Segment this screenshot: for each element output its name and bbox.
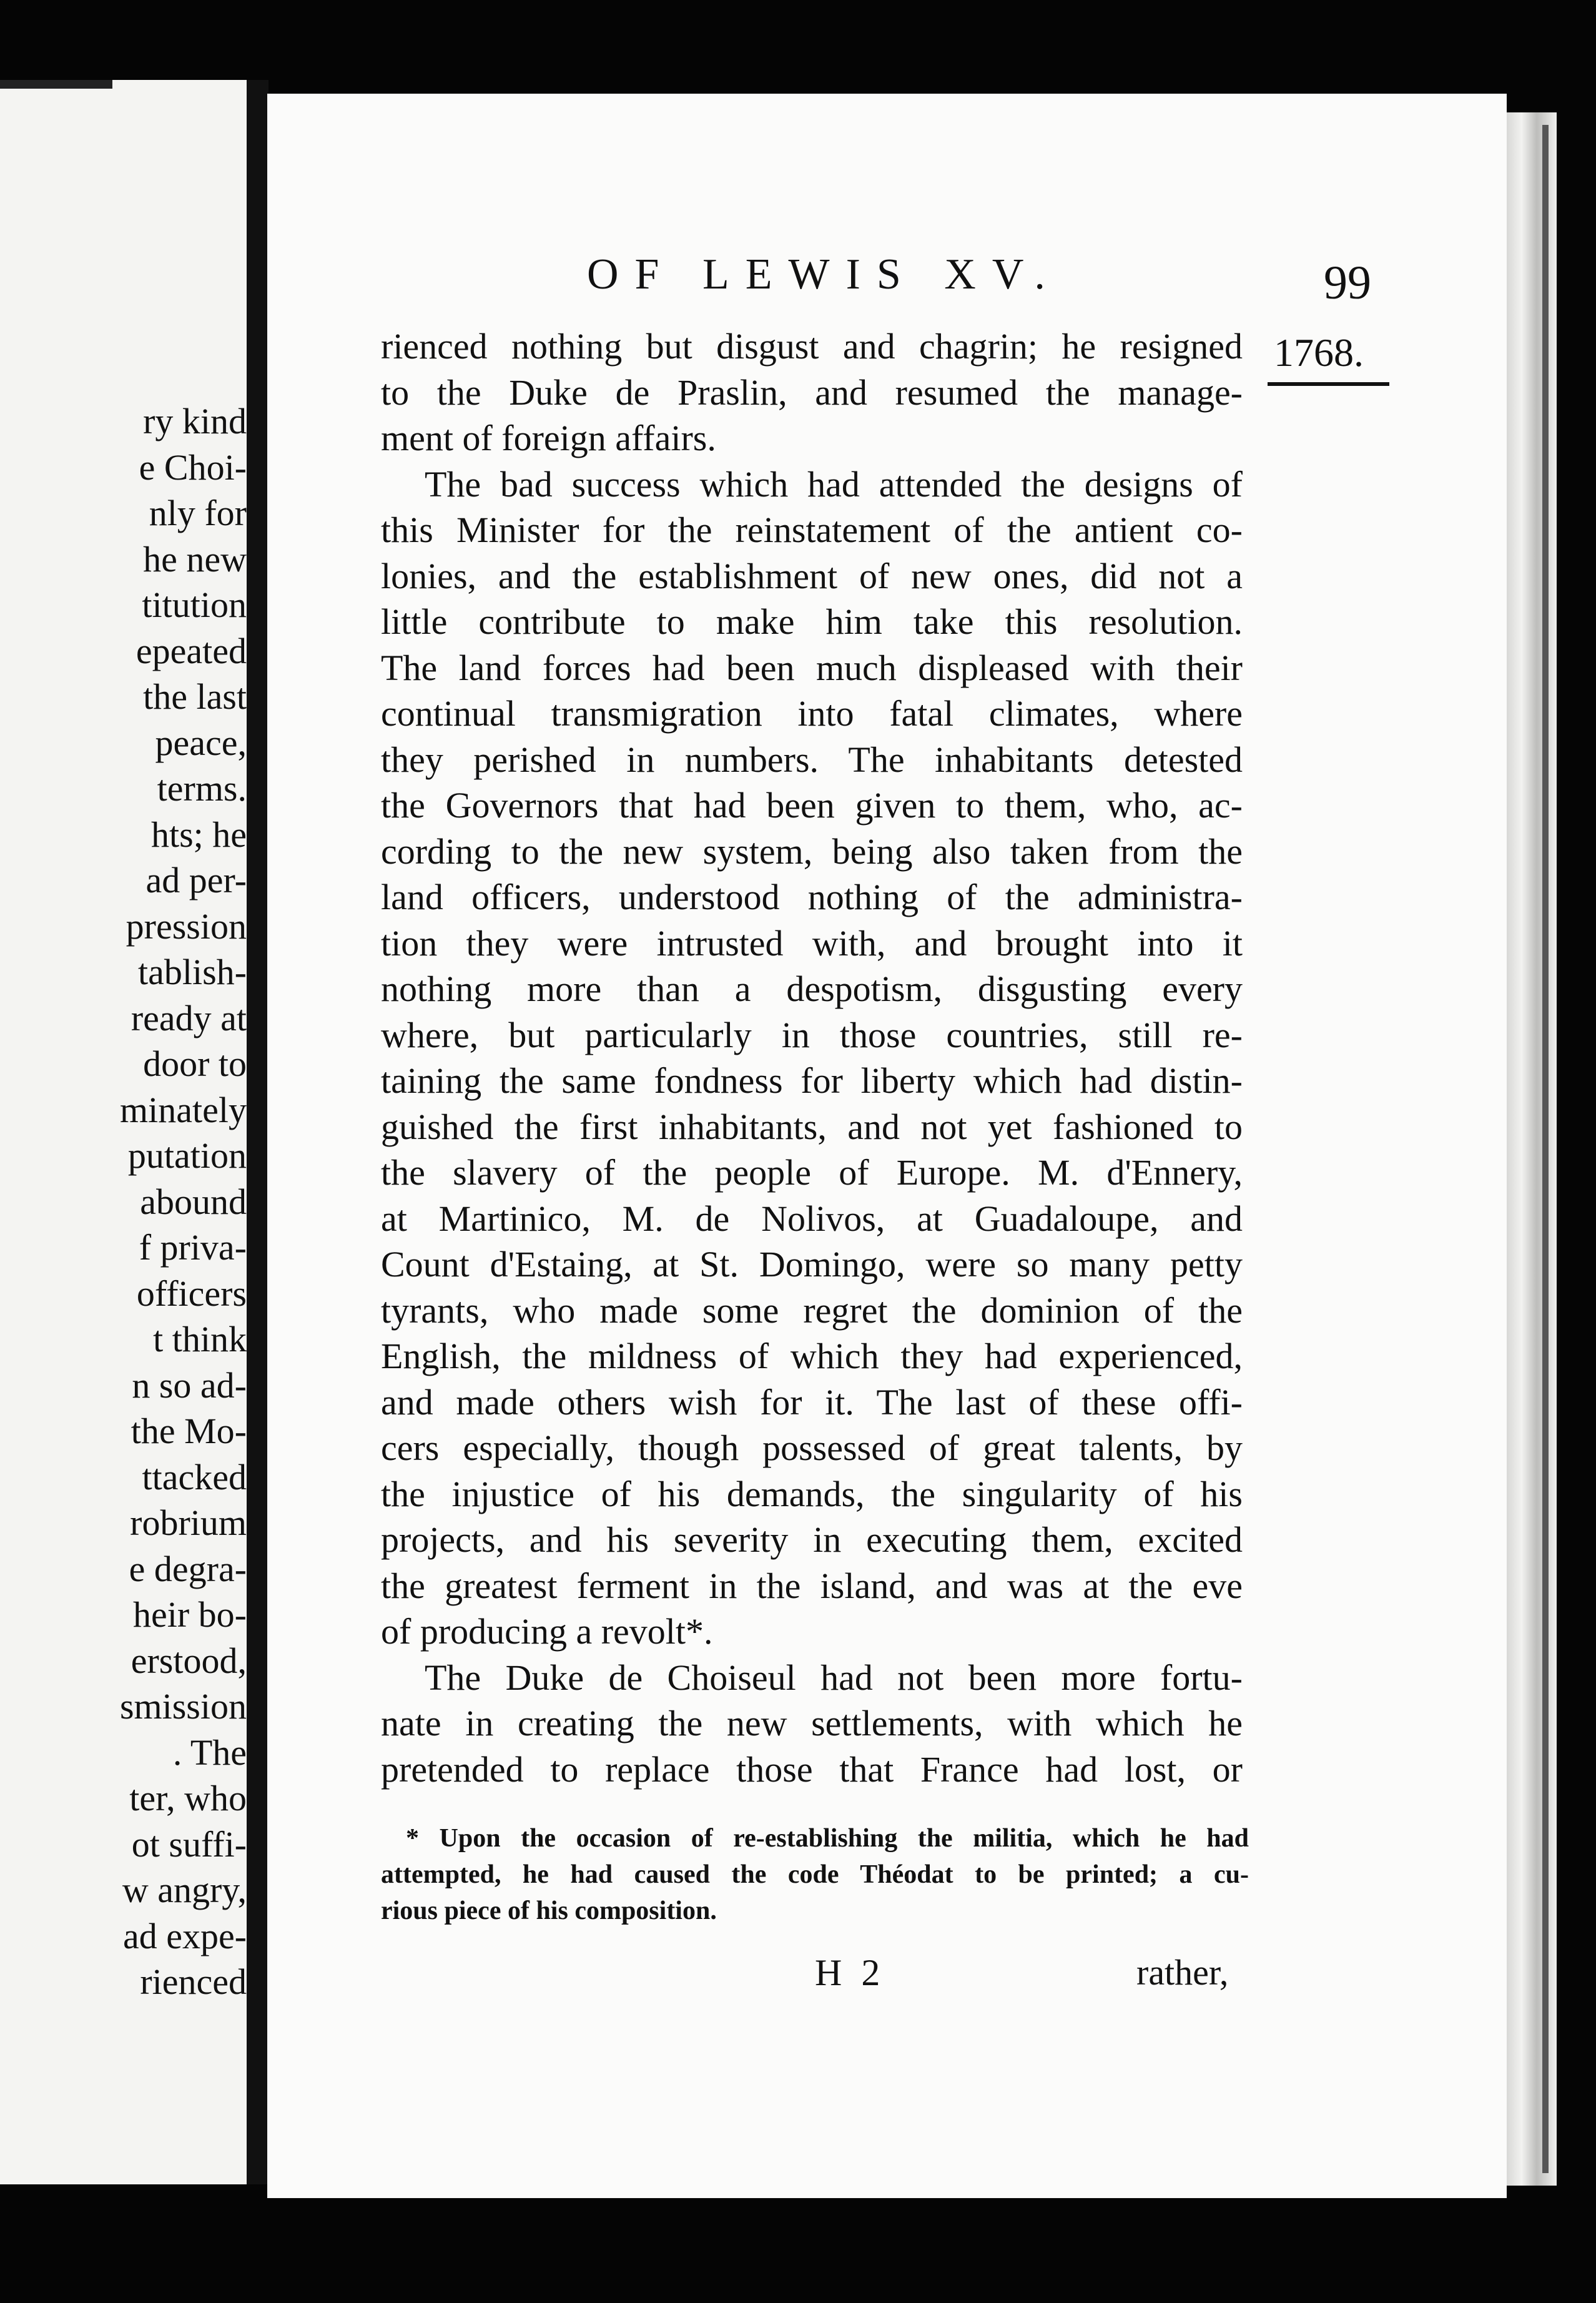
left-page-line: ot suffi- — [131, 1823, 247, 1865]
margin-year-rule — [1268, 382, 1389, 386]
left-page-line: door to — [143, 1043, 247, 1084]
text-line: tion they were intrusted with, and brought into it — [381, 922, 1243, 964]
text-line: cording to the new system, being also taken from the — [381, 831, 1243, 872]
left-page-line: putation — [127, 1135, 247, 1176]
page-stack-edge-line — [1542, 125, 1549, 2173]
left-page-line: titution — [142, 584, 247, 625]
text-line: continual transmigration into fatal climates, where — [381, 693, 1243, 734]
text-line: of producing a revolt*. — [381, 1611, 713, 1652]
text-line: land officers, understood nothing of the administra- — [381, 877, 1243, 917]
text-line: English, the mildness of which they had experienced, — [381, 1336, 1243, 1376]
text-line: pretended to replace those that France had lost, or — [381, 1748, 1243, 1790]
text-line: the slavery of the people of Europe. M. d'Ennery, — [381, 1152, 1243, 1193]
left-page-line: ad expe- — [122, 1915, 247, 1956]
left-page-top-rule — [0, 80, 112, 89]
left-page-line: heir bo- — [133, 1594, 247, 1635]
page-number: 99 — [1324, 257, 1371, 309]
left-page-line: nly for — [149, 493, 247, 533]
left-page-line: ry kind — [143, 401, 247, 441]
left-page-line: f priva- — [139, 1227, 247, 1268]
footnote-line: rious piece of his composition. — [381, 1896, 717, 1925]
left-page-line: the Mo- — [131, 1411, 247, 1451]
text-line: ment of foreign affairs. — [381, 418, 716, 458]
left-page-line: robrium — [130, 1502, 247, 1543]
footnote-line: * Upon the occasion of re-establishing the militia, which he had — [406, 1824, 1249, 1853]
text-line: they perished in numbers. The inhabitants detested — [381, 739, 1243, 780]
signature-mark: H 2 — [815, 1952, 885, 1993]
body-text — [381, 323, 1243, 1792]
text-line: The bad success which had attended the designs of — [425, 463, 1243, 505]
text-line: lonies, and the establishment of new ones, did not a — [381, 555, 1243, 596]
text-line: The land forces had been much displeased with their — [381, 647, 1243, 688]
text-line: Count d'Estaing, at St. Domingo, were so many petty — [381, 1244, 1243, 1285]
gutter-shadow — [247, 80, 268, 2184]
text-line: taining the same fondness for liberty which had distin- — [381, 1060, 1243, 1101]
left-page-line: e Choi- — [139, 446, 247, 488]
left-page-line: terms. — [157, 768, 247, 809]
left-page-line: tablish- — [138, 952, 247, 992]
text-line: to the Duke de Praslin, and resumed the manage- — [381, 372, 1243, 413]
left-page-text-fragments — [0, 398, 247, 2005]
footnote — [381, 1820, 1249, 1929]
text-line: the Governors that had been given to them, who, ac- — [381, 785, 1243, 826]
left-page-line: ready at — [131, 997, 247, 1038]
text-line: tyrants, who made some regret the dominion of the — [381, 1290, 1243, 1331]
text-line: nate in creating the new settlements, with which he — [381, 1703, 1243, 1743]
text-line: this Minister for the reinstatement of the antient co- — [381, 510, 1243, 550]
text-line: rienced nothing but disgust and chagrin; he resigned — [381, 326, 1243, 367]
text-line: cers especially, though possessed of great talents, by — [381, 1428, 1243, 1468]
left-page-line: ter, who — [129, 1778, 247, 1818]
left-page-line: t think — [153, 1319, 247, 1359]
left-page-line: ad per- — [145, 860, 247, 900]
page-stack-edge — [1507, 112, 1557, 2186]
footnote-line: attempted, he had caused the code Théodat to be printed; a cu- — [381, 1860, 1249, 1889]
text-line: guished the first inhabitants, and not yet fashioned to — [381, 1106, 1243, 1147]
text-line: The Duke de Choiseul had not been more fortu- — [425, 1657, 1243, 1698]
left-page-line: minately — [120, 1089, 247, 1130]
left-page-line: n so ad- — [132, 1364, 247, 1406]
left-page-line: e degra- — [129, 1548, 247, 1589]
catchword: rather, — [1136, 1952, 1229, 1993]
left-page-line: he new — [143, 538, 247, 579]
left-page-line: epeated — [135, 630, 247, 671]
text-line: and made others wish for it. The last of these offi- — [381, 1381, 1243, 1423]
text-line: the injustice of his demands, the singularity of his — [381, 1473, 1243, 1514]
left-page-line: erstood, — [131, 1640, 247, 1681]
left-page-line: . The — [172, 1732, 247, 1773]
text-line: the greatest ferment in the island, and was at the eve — [381, 1565, 1243, 1606]
running-head: OF LEWIS XV. — [587, 250, 1062, 298]
left-page-line: pression — [126, 905, 247, 947]
left-page-line: abound — [140, 1181, 247, 1222]
left-page-line: peace, — [155, 722, 247, 763]
text-line: nothing more than a despotism, disgusting every — [381, 969, 1243, 1009]
text-line: at Martinico, M. de Nolivos, at Guadaloupe, and — [381, 1198, 1243, 1239]
left-page-line: hts; he — [150, 814, 247, 855]
left-page-line: ttacked — [142, 1456, 247, 1497]
text-line: where, but particularly in those countries, still re- — [381, 1014, 1243, 1055]
left-page-line: the last — [143, 676, 247, 717]
left-page-line: smission — [119, 1686, 247, 1727]
margin-year: 1768. — [1274, 330, 1364, 375]
left-page-line: w angry, — [122, 1870, 247, 1910]
text-line: little contribute to make him take this resolution. — [381, 601, 1243, 642]
facing-page-left — [0, 80, 247, 2184]
left-page-line: rienced — [140, 1961, 247, 2002]
text-line: projects, and his severity in executing them, excited — [381, 1519, 1243, 1560]
left-page-line: officers — [136, 1273, 247, 1314]
